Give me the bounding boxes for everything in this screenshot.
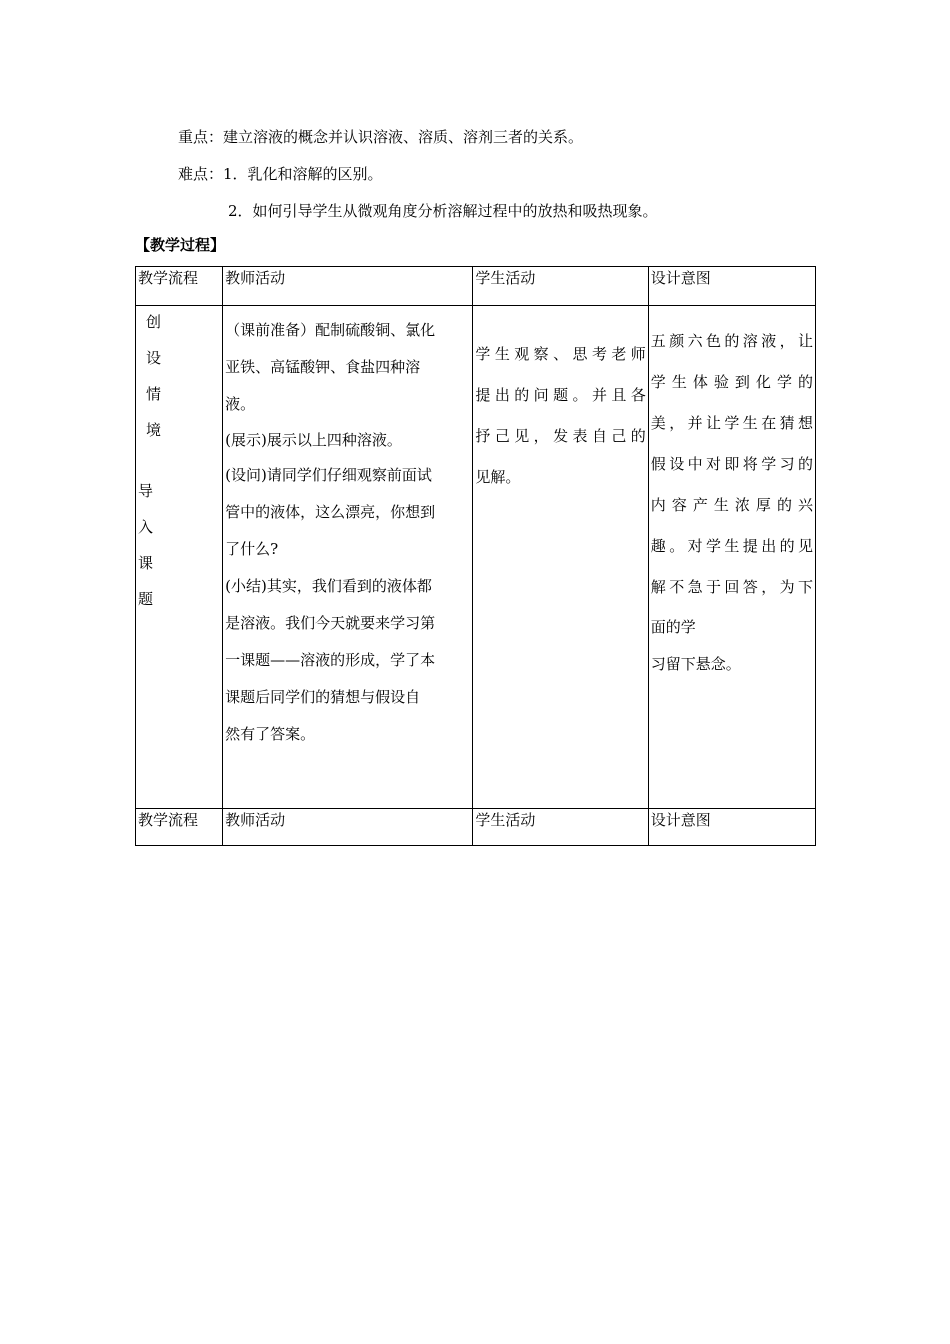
design-line: 解不急于回答，为下 <box>650 578 813 596</box>
design-line: 面的学 <box>650 618 696 636</box>
teacher-activity-cell <box>223 306 473 809</box>
design-line: 假设中对即将学习的 <box>650 455 813 473</box>
table-repeat-header-row <box>136 809 816 846</box>
design-line: 内容产生浓厚的兴 <box>650 496 813 514</box>
flow-char: 创 <box>146 313 162 331</box>
flow-char: 题 <box>138 590 154 608</box>
teacher-line: （课前准备）配制硫酸铜、氯化 <box>225 321 436 339</box>
teacher-line: 亚铁、高锰酸钾、食盐四种溶 <box>225 358 421 376</box>
teacher-line: 一课题——溶液的形成，学了本 <box>225 651 436 669</box>
teacher-line: 是溶液。我们今天就要来学习第 <box>225 614 436 632</box>
teacher-line: (展示)展示以上四种溶液。 <box>225 431 402 449</box>
header-teacher-activity: 教师活动 <box>223 809 473 846</box>
design-line: 美，并让学生在猜想 <box>650 414 813 432</box>
student-line: 学生观察、思考老师 <box>475 345 646 363</box>
flow-char: 情 <box>146 385 162 403</box>
design-line: 趣。对学生提出的见 <box>650 537 813 555</box>
table-header-row <box>136 267 816 306</box>
difficulty-point-1-text: 难点：1．乳化和溶解的区别。 <box>178 165 383 183</box>
section-heading: 【教学过程】 <box>135 236 226 254</box>
student-line: 见解。 <box>475 468 521 486</box>
design-line: 五颜六色的溶液，让 <box>650 332 813 350</box>
teacher-line: 管中的液体，这么漂亮，你想到 <box>225 503 436 521</box>
design-line: 学生体验到化学的 <box>650 373 813 391</box>
teacher-line: 了什么? <box>225 540 279 558</box>
key-point-text: 重点：建立溶液的概念并认识溶液、溶质、溶剂三者的关系。 <box>178 128 584 146</box>
header-flow: 教学流程 <box>136 809 223 846</box>
student-activity-cell <box>473 306 648 809</box>
teacher-line: 液。 <box>225 395 256 413</box>
teacher-line: 课题后同学们的猜想与假设自 <box>225 688 421 706</box>
flow-char: 导 <box>138 482 154 500</box>
flow-char: 课 <box>138 554 154 572</box>
header-design-intent: 设计意图 <box>648 809 815 846</box>
table-row <box>136 306 816 809</box>
header-student-activity: 学生活动 <box>473 809 648 846</box>
difficulty-point-2-text: 2．如何引导学生从微观角度分析溶解过程中的放热和吸热现象。 <box>228 202 658 220</box>
flow-char: 入 <box>138 518 154 536</box>
flow-char: 设 <box>146 349 162 367</box>
flow-char: 境 <box>146 421 162 439</box>
header-design-intent: 设计意图 <box>648 267 815 306</box>
teacher-line: 然有了答案。 <box>225 725 316 743</box>
header-flow: 教学流程 <box>136 267 223 306</box>
student-line: 提出的问题。并且各 <box>475 386 646 404</box>
teaching-process-table <box>135 266 816 846</box>
header-student-activity: 学生活动 <box>473 267 648 306</box>
design-intent-cell <box>648 306 815 809</box>
flow-cell <box>136 306 223 809</box>
student-line: 抒己见，发表自己的 <box>475 427 646 445</box>
header-teacher-activity: 教师活动 <box>223 267 473 306</box>
design-line: 习留下悬念。 <box>650 655 741 673</box>
teacher-line: (小结)其实，我们看到的液体都 <box>225 577 432 595</box>
teacher-line: (设问)请同学们仔细观察前面试 <box>225 466 432 484</box>
